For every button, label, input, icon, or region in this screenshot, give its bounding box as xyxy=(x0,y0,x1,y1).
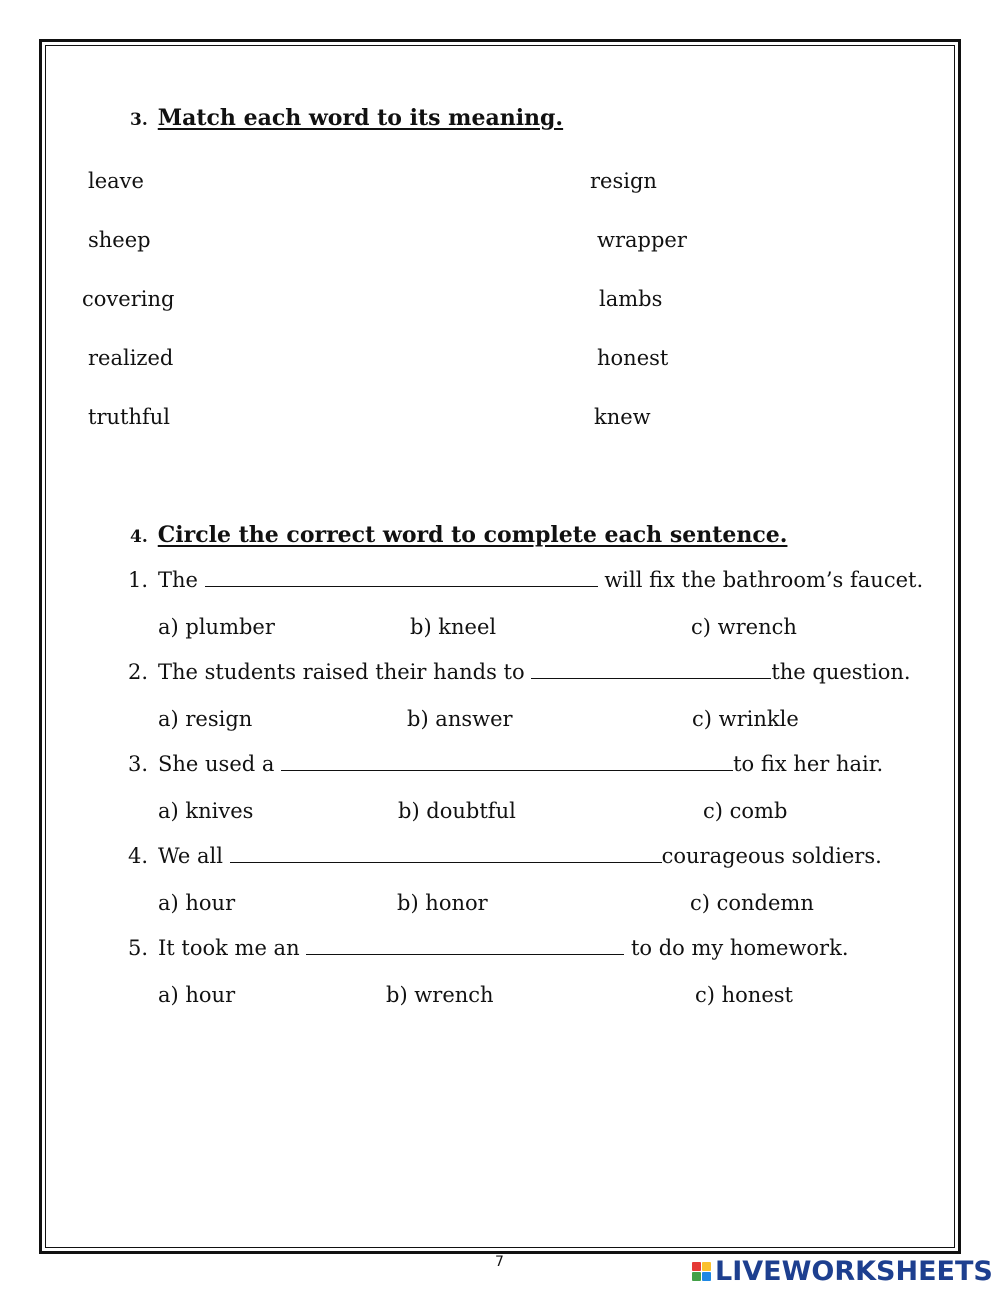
liveworksheets-logo xyxy=(692,1256,993,1287)
page-border-inner xyxy=(45,45,955,1248)
match-left-word[interactable]: realized xyxy=(88,346,174,370)
option-a[interactable]: a) knives xyxy=(158,799,254,823)
question-text-after: courageous soldiers. xyxy=(661,844,882,868)
match-left-word[interactable]: leave xyxy=(88,169,144,193)
match-right-word[interactable]: wrapper xyxy=(597,228,687,252)
match-left-word[interactable]: covering xyxy=(82,287,175,311)
question-number: 5. xyxy=(128,936,149,960)
question-number: 4. xyxy=(128,844,149,868)
question-text-after: will fix the bathroom’s faucet. xyxy=(597,568,924,592)
logo-blocks-icon xyxy=(692,1262,711,1281)
question-text-before: She used a xyxy=(158,752,282,776)
question-number: 2. xyxy=(128,660,149,684)
section-3-number: 3. xyxy=(130,110,148,130)
question-text-before: We all xyxy=(158,844,230,868)
option-b[interactable]: b) answer xyxy=(407,707,513,731)
match-right-word[interactable]: knew xyxy=(594,405,651,429)
section-3-title: Match each word to its meaning. xyxy=(157,105,564,131)
match-left-word[interactable]: truthful xyxy=(88,405,170,429)
match-right-word[interactable]: lambs xyxy=(599,287,663,311)
option-a[interactable]: a) hour xyxy=(158,891,236,915)
match-left-word[interactable]: sheep xyxy=(88,228,151,252)
question-sentence xyxy=(128,936,849,960)
match-right-word[interactable]: honest xyxy=(597,346,669,370)
question-text-before: It took me an xyxy=(158,936,307,960)
option-b[interactable]: b) wrench xyxy=(386,983,494,1007)
question-text-after: to do my homework. xyxy=(624,936,849,960)
option-a[interactable]: a) plumber xyxy=(158,615,275,639)
question-sentence xyxy=(128,752,883,776)
section-4-number: 4. xyxy=(130,527,148,547)
section-4-heading xyxy=(130,522,787,548)
question-text-before: The students raised their hands to xyxy=(158,660,532,684)
question-text-before: The xyxy=(158,568,205,592)
logo-text: LIVEWORKSHEETS xyxy=(715,1256,993,1287)
option-c[interactable]: c) honest xyxy=(695,983,793,1007)
question-text-after: to fix her hair. xyxy=(733,752,884,776)
question-sentence xyxy=(128,844,882,868)
option-b[interactable]: b) doubtful xyxy=(398,799,516,823)
option-c[interactable]: c) comb xyxy=(703,799,788,823)
option-c[interactable]: c) wrench xyxy=(691,615,797,639)
question-text-after: the question. xyxy=(771,660,911,684)
answer-blank[interactable] xyxy=(205,568,598,587)
option-c[interactable]: c) wrinkle xyxy=(692,707,799,731)
option-a[interactable]: a) resign xyxy=(158,707,253,731)
page-number: 7 xyxy=(495,1254,504,1270)
option-c[interactable]: c) condemn xyxy=(690,891,814,915)
section-4-title: Circle the correct word to complete each sentence. xyxy=(157,522,788,548)
question-number: 1. xyxy=(128,568,149,592)
question-number: 3. xyxy=(128,752,149,776)
answer-blank[interactable] xyxy=(306,936,624,955)
option-b[interactable]: b) kneel xyxy=(410,615,497,639)
option-b[interactable]: b) honor xyxy=(397,891,488,915)
answer-blank[interactable] xyxy=(531,660,771,679)
question-sentence xyxy=(128,660,911,684)
answer-blank[interactable] xyxy=(230,844,662,863)
question-sentence xyxy=(128,568,923,592)
section-3-heading xyxy=(130,105,563,131)
match-right-word[interactable]: resign xyxy=(590,169,657,193)
option-a[interactable]: a) hour xyxy=(158,983,236,1007)
page-border xyxy=(39,39,961,1254)
answer-blank[interactable] xyxy=(281,752,733,771)
